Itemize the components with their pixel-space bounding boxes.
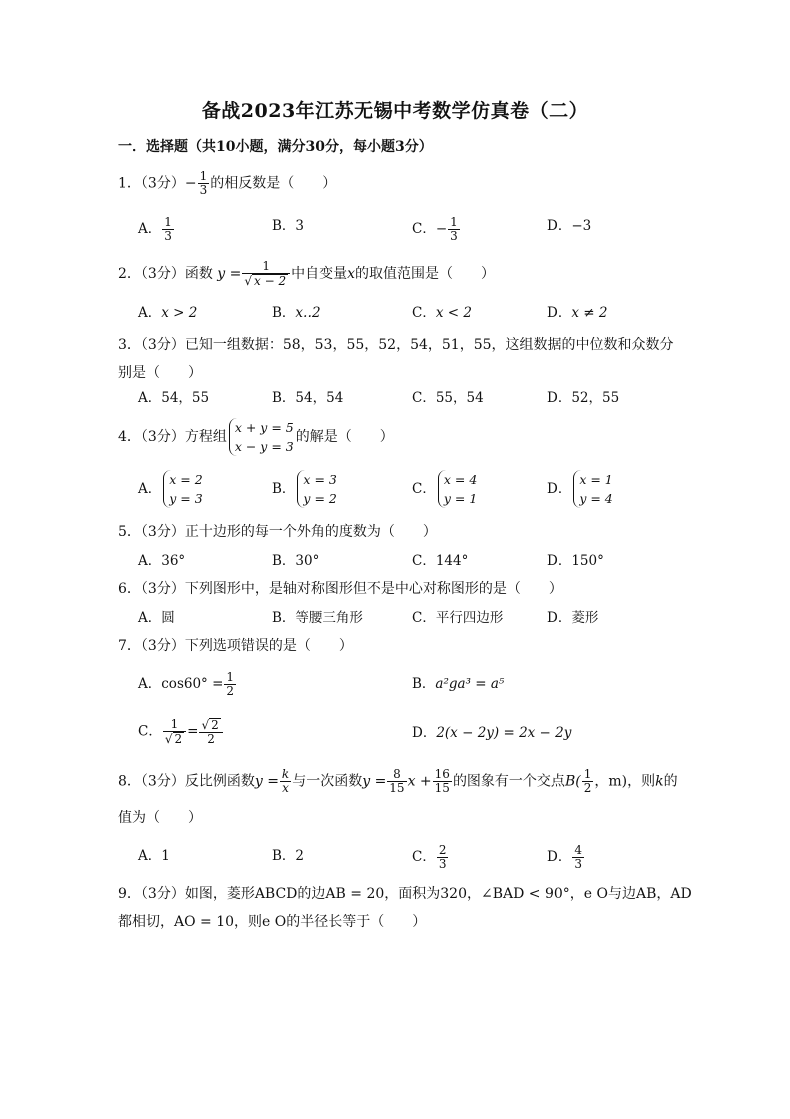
q7-option-d[interactable]	[412, 723, 571, 743]
q3-option-a[interactable]: A．54，55	[138, 390, 210, 406]
q1-a-num: 1	[164, 215, 172, 229]
q2-a-expr: x > 2	[161, 305, 198, 321]
q8-c-label: C．	[412, 849, 436, 865]
q8-mid: 与一次函数	[292, 773, 363, 790]
q2-b-expr: x‥2	[295, 305, 321, 321]
q8-d-frac	[572, 844, 584, 871]
q2-text2: 的取值范围是（ ）	[355, 266, 496, 282]
q6-option-d[interactable]: D．菱形	[547, 610, 599, 626]
q2-option-b[interactable]	[272, 303, 321, 323]
q6-option-b[interactable]: B．等腰三角形	[272, 610, 363, 626]
q1-frac-den: 3	[199, 183, 208, 197]
question-9: 9．（3分）如图，菱形ABCD的边AB = 20，面积为320，∠BAD < 90°，e O与边AB，AD	[118, 886, 692, 902]
q8-line2: 值为（ ）	[118, 810, 202, 826]
q4-system	[229, 418, 294, 456]
q4-a1: x = 2	[169, 472, 203, 487]
q2-var: x	[347, 266, 356, 282]
q4-b1: x = 3	[303, 472, 337, 487]
question-7: 7．（3分）下列选项错误的是（ ）	[118, 638, 353, 654]
q8-xplus: x +	[407, 773, 432, 790]
q2-d-expr: x ≠ 2	[571, 305, 608, 321]
q2-c-label: C．	[412, 305, 436, 321]
q4-d-label: D．	[547, 481, 572, 497]
q1-option-a[interactable]	[138, 216, 175, 243]
q8-option-b[interactable]: B．2	[272, 848, 305, 864]
question-6: 6．（3分）下列图形中，是轴对称图形但不是中心对称图形的是（ ）	[118, 581, 563, 597]
q7-c-num: 1	[170, 717, 179, 731]
q6-option-c[interactable]: C．平行四边形	[412, 610, 504, 626]
q8-p-frac	[582, 768, 594, 795]
q2-d-label: D．	[547, 305, 572, 321]
q1-a-den: 3	[164, 229, 172, 243]
sqrt-icon: √	[201, 718, 210, 732]
q4-number: 4．（3分）方程组	[118, 429, 227, 445]
q7-a-num: 1	[226, 670, 235, 684]
q7-b-expr: a²ga³ = a⁵	[435, 676, 505, 692]
q7-d-expr: 2(x − 2y) = 2x − 2y	[436, 725, 572, 741]
q2-c-expr: x < 2	[435, 305, 472, 321]
q2-fraction	[242, 260, 290, 288]
q4-b-system	[297, 470, 336, 508]
q8-a-num: 8	[393, 767, 401, 781]
q7-b-label: B．	[412, 676, 436, 692]
q3-option-d[interactable]: D．52，55	[547, 390, 620, 406]
q2-option-c[interactable]	[412, 303, 472, 323]
q7-c-rhs	[199, 718, 222, 746]
q8-point: B(	[564, 773, 581, 790]
q4-option-a[interactable]	[138, 470, 205, 508]
q8-y2: y =	[362, 773, 387, 790]
q2-a-label: A．	[138, 305, 162, 321]
q4-b2: y = 2	[303, 491, 337, 506]
q5-option-b[interactable]: B．30°	[272, 553, 320, 569]
q2-number: 2．（3分）函数	[118, 266, 213, 282]
q4-option-d[interactable]	[547, 470, 615, 508]
q8-b-num: 16	[434, 767, 450, 781]
q7-c-label: C．	[138, 723, 162, 740]
question-1	[118, 170, 336, 197]
q1-a-frac	[162, 216, 174, 243]
q8-text: 的图象有一个交点	[452, 773, 565, 790]
q8-k-den: x	[280, 781, 291, 795]
q4-text: 的解是（ ）	[295, 429, 394, 445]
q5-option-c[interactable]: C．144°	[412, 553, 469, 569]
q1-c-num: 1	[450, 215, 458, 229]
q4-a-system	[163, 470, 202, 508]
q2-text: 中自变量	[291, 266, 348, 282]
q8-option-a[interactable]: A．1	[138, 848, 170, 864]
q4-c1: x = 4	[443, 472, 478, 487]
q8-k: k	[655, 773, 664, 790]
q4-eq2: x − y = 3	[234, 439, 294, 454]
q4-c2: y = 1	[443, 491, 478, 506]
q7-a-label: A．cos60° =	[138, 676, 224, 692]
q1-number: 1．（3分）	[118, 175, 185, 192]
q8-a-den: 15	[389, 781, 405, 795]
q8-k-num: k	[281, 767, 290, 781]
q2-radicand: x − 2	[254, 274, 287, 288]
q2-frac-den	[242, 273, 290, 288]
q3-option-b[interactable]: B．54，54	[272, 390, 344, 406]
q9-line2: 都相切，AO = 10，则e O的半径长等于（ ）	[118, 914, 427, 930]
q1-option-d[interactable]: D．−3	[547, 218, 592, 234]
q7-a-frac	[224, 671, 236, 698]
q8-y1: y =	[254, 773, 279, 790]
q7-option-b[interactable]	[412, 674, 504, 694]
q8-p-den: 2	[583, 781, 592, 795]
q4-eq1: x + y = 5	[234, 420, 294, 435]
question-3: 3．（3分）已知一组数据：58，53，55，52，54，51，55，这组数据的中位数和众数分别是（ ）	[118, 337, 674, 381]
q8-d-den: 3	[574, 857, 582, 871]
q7-c-rnum	[199, 718, 222, 732]
q5-option-a[interactable]: A．36°	[138, 553, 186, 569]
q8-c-num: 2	[438, 843, 447, 857]
q8-p-num: 1	[583, 767, 592, 781]
q1-frac-num: 1	[199, 169, 208, 183]
q8-b-frac	[433, 768, 452, 795]
page-title: 备战2023年江苏无锡中考数学仿真卷（二）	[201, 100, 589, 122]
q8-d-label: D．	[547, 849, 572, 865]
q7-d-label: D．	[412, 725, 437, 741]
q2-frac-num: 1	[262, 259, 271, 273]
q3-option-c[interactable]: C．55，54	[412, 390, 484, 406]
sqrt-icon: √	[164, 732, 173, 746]
q7-a-den: 2	[226, 684, 235, 698]
q8-k-frac	[280, 768, 291, 795]
q2-b-label: B．	[272, 305, 296, 321]
q2-y: y =	[217, 266, 242, 282]
q7-option-a[interactable]	[138, 671, 237, 698]
q7-option-c[interactable]	[138, 718, 224, 746]
sqrt-icon: √	[244, 274, 253, 288]
q4-a-label: A．	[138, 481, 162, 497]
q4-c-system	[438, 470, 477, 508]
q8-c-den: 3	[438, 857, 447, 871]
q7-c-rradicand: 2	[211, 718, 219, 732]
q7-c-frac	[163, 718, 186, 746]
q4-b-label: B．	[272, 481, 296, 497]
q4-option-b[interactable]	[272, 470, 339, 508]
q5-option-d[interactable]: D．150°	[547, 553, 604, 569]
q7-c-rden: 2	[199, 732, 222, 746]
q1-option-c[interactable]	[412, 216, 461, 243]
q4-option-c[interactable]	[412, 470, 479, 508]
q7-c-eq: =	[187, 723, 199, 740]
q8-d-num: 4	[574, 843, 582, 857]
q6-option-a[interactable]: A．圆	[138, 610, 175, 626]
q8-c-frac	[437, 844, 449, 871]
q1-a-label: A．	[138, 221, 162, 237]
q7-c-den	[163, 731, 186, 746]
q8-point2: ，m)	[594, 773, 628, 790]
q4-a2: y = 3	[169, 491, 203, 506]
q8-option-c[interactable]	[412, 844, 449, 871]
q7-c-radicand: 2	[174, 732, 183, 746]
q1-sign: −	[184, 175, 197, 192]
q8-text3: 的	[663, 773, 678, 790]
q1-fraction	[198, 170, 210, 197]
q8-a-frac	[387, 768, 406, 795]
q1-c-den: 3	[450, 229, 458, 243]
q8-b-den: 15	[434, 781, 450, 795]
q4-c-label: C．	[412, 481, 436, 497]
question-8	[118, 768, 678, 795]
question-2	[118, 260, 495, 288]
q1-option-b[interactable]: B．3	[272, 218, 305, 234]
q4-d1: x = 1	[579, 472, 613, 487]
q4-d2: y = 4	[579, 491, 613, 506]
q1-c-frac	[448, 216, 460, 243]
section-heading: 一．选择题（共10小题，满分30分，每小题3分）	[118, 139, 433, 155]
q4-d-system	[573, 470, 612, 508]
q2-option-a[interactable]	[138, 303, 197, 323]
q8-number: 8．（3分）反比例函数	[118, 773, 255, 790]
question-4	[118, 418, 394, 456]
q2-option-d[interactable]	[547, 303, 607, 323]
q8-option-d[interactable]	[547, 844, 585, 871]
question-5: 5．（3分）正十边形的每一个外角的度数为（ ）	[118, 524, 437, 540]
q1-text: 的相反数是（ ）	[210, 175, 337, 192]
q8-text2: ，则	[627, 773, 656, 790]
q1-c-label: C．−	[412, 221, 448, 237]
